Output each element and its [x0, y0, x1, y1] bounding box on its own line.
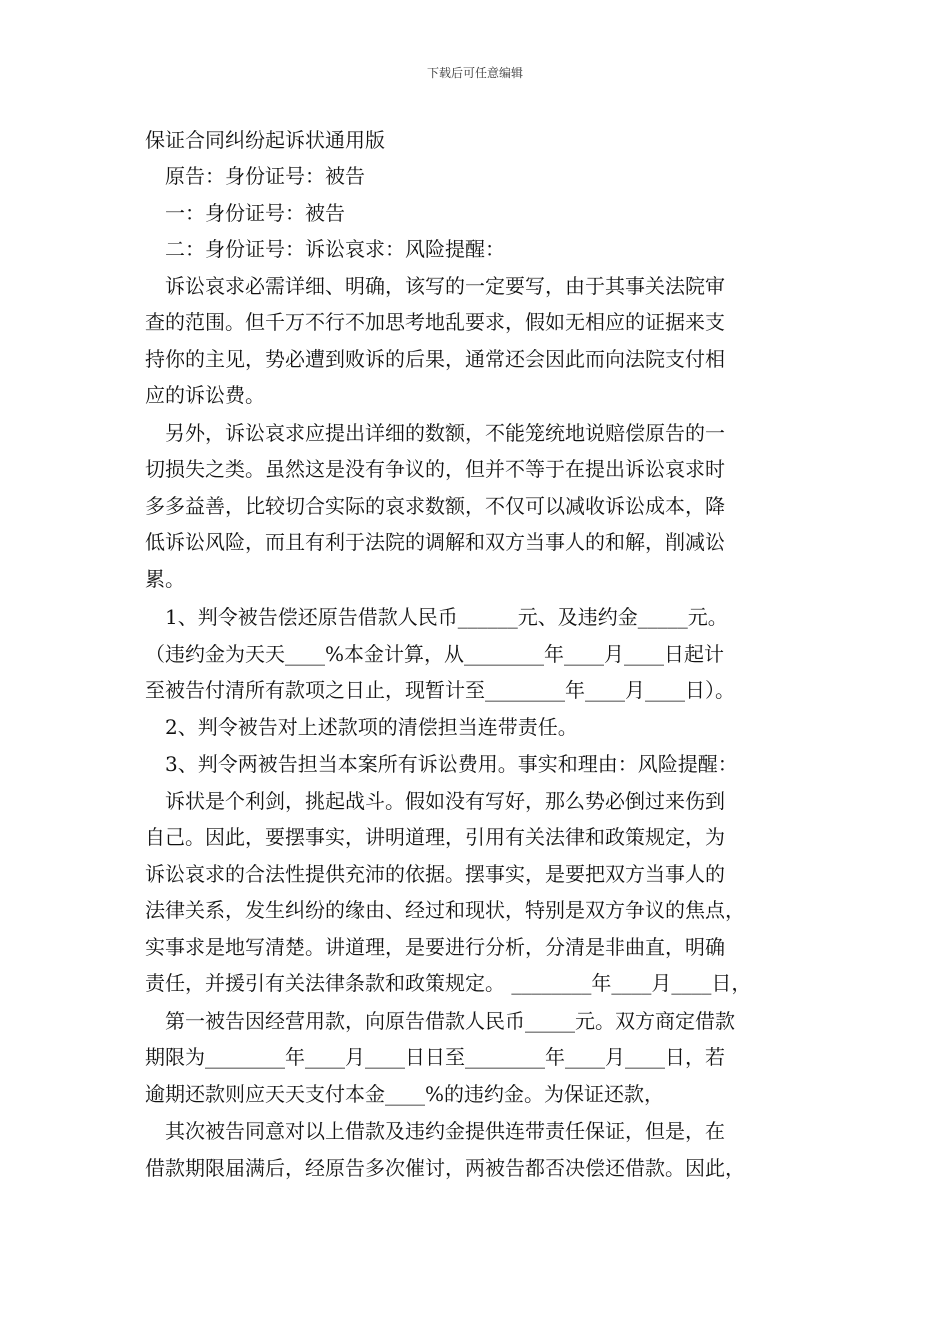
claim-item-1-detail: 至被告付清所有款项之日止，现暂计至________年____月____日）。 [145, 678, 735, 702]
paragraph-line: 查的范围。但千万不行不加思考地乱要求，假如无相应的证据来支 [145, 310, 725, 334]
paragraph-line: 借款期限届满后，经原告多次催讨，两被告都否决偿还借款。因此， [145, 1156, 745, 1180]
page-header: 下载后可任意编辑 [426, 66, 523, 80]
paragraph-line: 另外，诉讼哀求应提出详细的数额，不能笼统地说赔偿原告的一 [165, 421, 725, 445]
paragraph-line: 低诉讼风险，而且有利于法院的调解和双方当事人的和解，削减讼 [145, 530, 725, 554]
paragraph-line: 累。 [145, 567, 185, 591]
paragraph-line: 应的诉讼费。 [145, 383, 265, 407]
claim-item-3: 3、判令两被告担当本案所有诉讼费用。事实和理由：风险提醒： [165, 752, 738, 776]
paragraph-line: 期限为________年____月____日日至________年____月____日，若 [145, 1045, 725, 1069]
paragraph-line: 逾期还款则应天天支付本金____%的违约金。为保证还款， [145, 1082, 665, 1106]
paragraph-line: 持你的主见，势必遭到败诉的后果，通常还会因此而向法院支付相 [145, 347, 725, 371]
claim-item-1: 1、判令被告偿还原告借款人民币______元、及违约金_____元。 [165, 605, 728, 629]
paragraph-line: 诉状是个利剑，挑起战斗。假如没有写好，那么势必倒过来伤到 [165, 789, 725, 813]
paragraph-line: 自己。因此，要摆事实，讲明道理，引用有关法律和政策规定，为 [145, 825, 725, 849]
paragraph-line: 第一被告因经营用款，向原告借款人民币_____元。双方商定借款 [165, 1009, 735, 1033]
paragraph-line: 诉讼哀求必需详细、明确，该写的一定要写，由于其事关法院审 [165, 274, 725, 298]
paragraph-line: 诉讼哀求的合法性提供充沛的依据。摆事实，是要把双方当事人的 [145, 862, 725, 886]
defendant-two-line: 二：身份证号：诉讼哀求：风险提醒： [165, 237, 505, 261]
paragraph-line: 其次被告同意对以上借款及违约金提供连带责任保证，但是，在 [165, 1119, 725, 1143]
paragraph-line: 法律关系，发生纠纷的缘由、经过和现状，特别是双方争议的焦点， [145, 898, 745, 922]
paragraph-line: 切损失之类。虽然这是没有争议的，但并不等于在提出诉讼哀求时 [145, 457, 725, 481]
document-title: 保证合同纠纷起诉状通用版 [145, 128, 385, 152]
plaintiff-line: 原告：身份证号：被告 [165, 164, 365, 188]
paragraph-line: 多多益善，比较切合实际的哀求数额，不仅可以减收诉讼成本，降 [145, 494, 725, 518]
defendant-one-line: 一：身份证号：被告 [165, 201, 345, 225]
claim-item-1-detail: （违约金为天天____%本金计算，从________年____月____日起计 [145, 642, 725, 666]
paragraph-line: 责任，并援引有关法律条款和政策规定。 ________年____月____日， [145, 971, 752, 995]
paragraph-line: 实事求是地写清楚。讲道理，是要进行分析，分清是非曲直，明确 [145, 935, 725, 959]
claim-item-2: 2、判令被告对上述款项的清偿担当连带责任。 [165, 715, 578, 739]
